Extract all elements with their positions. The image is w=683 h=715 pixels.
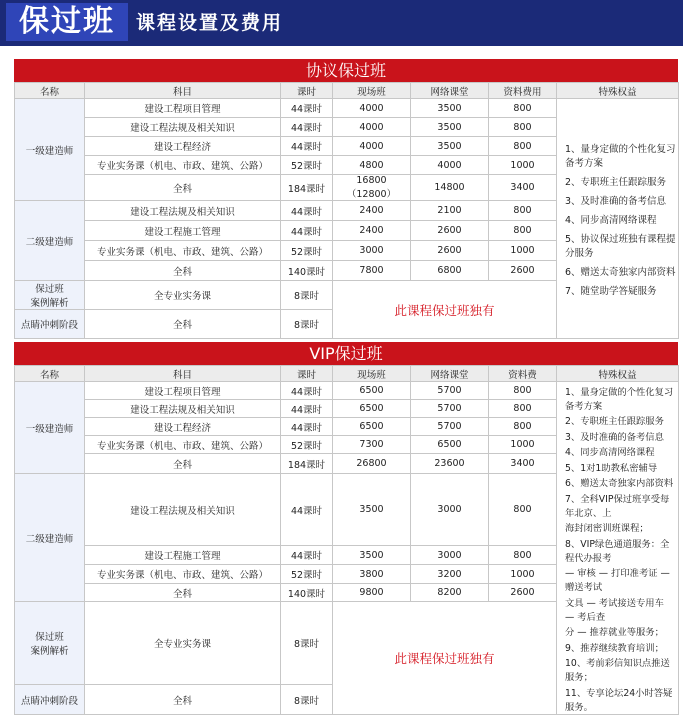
cell-subject: 专业实务课（机电、市政、建筑、公路） xyxy=(85,565,281,584)
cell-online: 3200 xyxy=(411,565,489,584)
benefit-item: 5、1对1助教私密辅导 xyxy=(565,462,658,474)
cell-material: 1000 xyxy=(489,241,557,261)
cell-online: 5700 xyxy=(411,400,489,418)
onsite-total-cell xyxy=(333,175,411,201)
cell-hours: 52课时 xyxy=(281,436,333,454)
cell-online: 5700 xyxy=(411,418,489,436)
benefit-item: 文具 — 考试接送专用车 — 考后查 xyxy=(565,597,664,623)
extra-subject: 全专业实务课 xyxy=(85,602,281,685)
cell-material: 1000 xyxy=(489,156,557,175)
cell-material: 800 xyxy=(489,474,557,546)
cell-onsite: 6500 xyxy=(333,418,411,436)
cell-hours: 44课时 xyxy=(281,474,333,546)
cell-hours: 140课时 xyxy=(281,584,333,602)
group-label: 一级建造师 xyxy=(15,99,85,201)
cell-material: 800 xyxy=(489,99,557,118)
cell-hours: 184课时 xyxy=(281,175,333,201)
cell-onsite: 4000 xyxy=(333,137,411,156)
column-header: 网络课堂 xyxy=(411,366,489,382)
cell-material: 800 xyxy=(489,118,557,137)
cell-hours: 140课时 xyxy=(281,261,333,281)
benefit-item: 7、随堂助学答疑服务 xyxy=(565,285,657,297)
benefit-item: 7、全科VIP保过班享受每年北京、上 xyxy=(565,493,670,519)
cell-subject: 建设工程经济 xyxy=(85,137,281,156)
benefits-list xyxy=(557,99,679,339)
column-header: 现场班 xyxy=(333,366,411,382)
cell-hours: 44课时 xyxy=(281,137,333,156)
extra-hours: 8课时 xyxy=(281,602,333,685)
cell-subject: 全科 xyxy=(85,261,281,281)
column-header: 网络课堂 xyxy=(411,83,489,99)
cell-hours: 52课时 xyxy=(281,156,333,175)
cell-onsite: 2400 xyxy=(333,221,411,241)
cell-onsite: 4000 xyxy=(333,118,411,137)
cell-online: 5700 xyxy=(411,382,489,400)
cell-hours: 44课时 xyxy=(281,546,333,565)
cell-material: 1000 xyxy=(489,436,557,454)
column-header: 名称 xyxy=(15,83,85,99)
cell-hours: 44课时 xyxy=(281,400,333,418)
cell-subject: 全科 xyxy=(85,175,281,201)
cell-hours: 52课时 xyxy=(281,241,333,261)
section-title-vip: VIP保过班 xyxy=(14,342,678,366)
exclusive-note: 此课程保过班独有 xyxy=(333,602,557,715)
cell-onsite: 26800 xyxy=(333,454,411,474)
benefit-item: 4、同步高清网络课程 xyxy=(565,214,657,226)
benefit-item: 1、量身定做的个性化复习备考方案 xyxy=(565,386,674,412)
group-label: 二级建造师 xyxy=(15,201,85,281)
cell-onsite: 6500 xyxy=(333,382,411,400)
extra-hours: 8课时 xyxy=(281,310,333,339)
cell-online: 2600 xyxy=(411,241,489,261)
section-title-agreement: 协议保过班 xyxy=(14,59,678,83)
cell-subject: 专业实务课（机电、市政、建筑、公路） xyxy=(85,156,281,175)
cell-subject: 全科 xyxy=(85,454,281,474)
cell-material: 800 xyxy=(489,201,557,221)
cell-onsite: 3000 xyxy=(333,241,411,261)
cell-onsite: 7800 xyxy=(333,261,411,281)
cell-subject: 建设工程项目管理 xyxy=(85,99,281,118)
agreement-price-table xyxy=(14,82,679,339)
onsite-total: 16800 xyxy=(356,175,387,186)
extra-name: 点睛冲刺阶段 xyxy=(15,685,85,715)
cell-onsite: 3500 xyxy=(333,546,411,565)
cell-subject: 建设工程经济 xyxy=(85,418,281,436)
cell-material: 800 xyxy=(489,221,557,241)
cell-hours: 184课时 xyxy=(281,454,333,474)
benefit-item: 3、及时准确的备考信息 xyxy=(565,195,667,207)
onsite-total-alt: （12800） xyxy=(346,189,397,200)
cell-online: 4000 xyxy=(411,156,489,175)
cell-subject: 建设工程法规及相关知识 xyxy=(85,400,281,418)
benefit-item: 海封闭密训班课程； xyxy=(565,523,649,534)
benefit-item: 6、赠送太奇独家内部资料 xyxy=(565,266,676,278)
cell-onsite: 6500 xyxy=(333,400,411,418)
cell-online: 3000 xyxy=(411,474,489,546)
column-header: 科目 xyxy=(85,83,281,99)
cell-onsite: 3500 xyxy=(333,474,411,546)
extra-subject: 全专业实务课 xyxy=(85,281,281,310)
cell-hours: 44课时 xyxy=(281,382,333,400)
vip-price-table xyxy=(14,365,679,715)
benefit-item: 10、考前彩信知识点推送服务； xyxy=(565,658,670,683)
exclusive-note: 此课程保过班独有 xyxy=(333,281,557,339)
benefit-item: 5、协议保过班独有课程提分服务 xyxy=(565,233,676,259)
group-label: 一级建造师 xyxy=(15,382,85,474)
column-header: 特殊权益 xyxy=(557,83,679,99)
cell-material: 1000 xyxy=(489,565,557,584)
cell-subject: 专业实务课（机电、市政、建筑、公路） xyxy=(85,436,281,454)
column-header: 现场班 xyxy=(333,83,411,99)
group-label: 二级建造师 xyxy=(15,474,85,602)
column-header: 课时 xyxy=(281,366,333,382)
benefit-item: 9、推荐继续教育培训； xyxy=(565,642,664,654)
cell-online: 2600 xyxy=(411,221,489,241)
cell-hours: 44课时 xyxy=(281,201,333,221)
benefit-item: — 审核 — 打印准考证 — 赠送考试 xyxy=(565,568,670,593)
benefit-item: 4、同步高清网络课程 xyxy=(565,447,655,458)
cell-online: 6800 xyxy=(411,261,489,281)
cell-material: 800 xyxy=(489,546,557,565)
cell-onsite: 3800 xyxy=(333,565,411,584)
column-header: 特殊权益 xyxy=(557,366,679,382)
cell-material: 2600 xyxy=(489,261,557,281)
benefit-item: 2、专职班主任跟踪服务 xyxy=(565,176,667,188)
benefit-item: 3、及时准确的备考信息 xyxy=(565,431,664,443)
cell-online: 6500 xyxy=(411,436,489,454)
cell-onsite: 7300 xyxy=(333,436,411,454)
cell-material: 2600 xyxy=(489,584,557,602)
cell-hours: 44课时 xyxy=(281,418,333,436)
extra-name: 点睛冲刺阶段 xyxy=(15,310,85,339)
banner-subtitle: 课程设置及费用 xyxy=(136,12,284,34)
cell-online: 3000 xyxy=(411,546,489,565)
benefit-item: 11、专享论坛24小时答疑服务。 xyxy=(565,687,673,713)
benefit-item: 分 — 推荐就业等服务； xyxy=(565,627,664,638)
cell-onsite: 4800 xyxy=(333,156,411,175)
column-header: 名称 xyxy=(15,366,85,382)
cell-material: 800 xyxy=(489,400,557,418)
extra-name: 保过班 案例解析 xyxy=(15,281,85,310)
cell-online: 8200 xyxy=(411,584,489,602)
cell-hours: 44课时 xyxy=(281,118,333,137)
cell-subject: 建设工程施工管理 xyxy=(85,546,281,565)
extra-name: 保过班 案例解析 xyxy=(15,602,85,685)
cell-material: 800 xyxy=(489,382,557,400)
cell-online: 3500 xyxy=(411,118,489,137)
cell-material: 800 xyxy=(489,137,557,156)
cell-subject: 建设工程法规及相关知识 xyxy=(85,118,281,137)
column-header: 科目 xyxy=(85,366,281,382)
header-banner xyxy=(0,0,683,46)
banner-title: 保过班 xyxy=(6,3,128,41)
cell-hours: 44课时 xyxy=(281,221,333,241)
cell-online: 2100 xyxy=(411,201,489,221)
extra-subject: 全科 xyxy=(85,685,281,715)
cell-online: 3500 xyxy=(411,137,489,156)
column-header: 资料费 xyxy=(489,366,557,382)
cell-online: 3500 xyxy=(411,99,489,118)
cell-material: 3400 xyxy=(489,175,557,201)
cell-hours: 44课时 xyxy=(281,99,333,118)
cell-online: 14800 xyxy=(411,175,489,201)
cell-online: 23600 xyxy=(411,454,489,474)
cell-onsite: 9800 xyxy=(333,584,411,602)
cell-material: 800 xyxy=(489,418,557,436)
column-header: 课时 xyxy=(281,83,333,99)
benefit-item: 1、量身定做的个性化复习备考方案 xyxy=(565,143,676,169)
cell-onsite: 4000 xyxy=(333,99,411,118)
cell-material: 3400 xyxy=(489,454,557,474)
benefit-item: 6、赠送太奇独家内部资料 xyxy=(565,478,674,489)
extra-subject: 全科 xyxy=(85,310,281,339)
benefits-list xyxy=(557,382,679,715)
cell-subject: 建设工程法规及相关知识 xyxy=(85,474,281,546)
cell-subject: 专业实务课（机电、市政、建筑、公路） xyxy=(85,241,281,261)
cell-subject: 建设工程项目管理 xyxy=(85,382,281,400)
benefit-item: 8、VIP绿色通道服务：全程代办报考 xyxy=(565,538,670,564)
cell-hours: 52课时 xyxy=(281,565,333,584)
cell-subject: 建设工程法规及相关知识 xyxy=(85,201,281,221)
cell-onsite: 2400 xyxy=(333,201,411,221)
benefit-item: 2、专职班主任跟踪服务 xyxy=(565,416,664,427)
extra-hours: 8课时 xyxy=(281,281,333,310)
extra-hours: 8课时 xyxy=(281,685,333,715)
cell-subject: 建设工程施工管理 xyxy=(85,221,281,241)
cell-subject: 全科 xyxy=(85,584,281,602)
column-header: 资料费用 xyxy=(489,83,557,99)
